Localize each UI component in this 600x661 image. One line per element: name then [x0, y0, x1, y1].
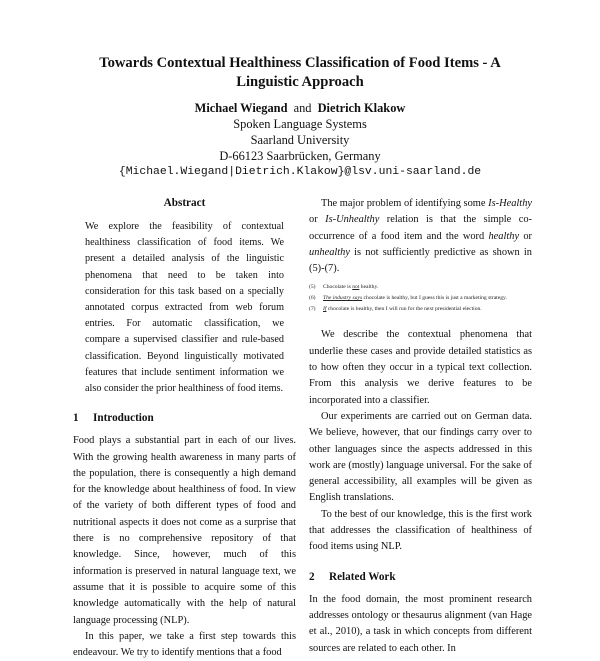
text-fragment: or [309, 214, 326, 226]
abstract-heading: Abstract [163, 197, 206, 209]
section-number: 1 [73, 412, 79, 425]
text-fragment: relation is that the simple co-occurrence of a food item and the word [309, 214, 532, 242]
example-fragment: chocolate is healthy, but I guess this is just a marketing strategy. [362, 295, 507, 302]
example-cue: The industry says [323, 295, 363, 302]
author-address: D-66123 Saarbrücken, Germany [219, 149, 381, 163]
example-number: (5) [309, 284, 316, 291]
example-fragment: Chocolate is [323, 284, 353, 291]
related-work-paragraph: In the food domain, the most prominent research addresses ontology or thesaurus alignment (van Hage et al., 2010), a task in which concepts from different sources are related to each other. In [309, 593, 532, 654]
paper-title [80, 54, 520, 92]
left-column [73, 196, 296, 661]
example-item [309, 305, 532, 313]
section-number: 2 [309, 570, 315, 583]
example-text [323, 283, 532, 291]
example-item [309, 283, 532, 291]
problem-paragraph [309, 196, 532, 277]
title-line-1: Towards Contextual Healthiness Classification of Food Items - A [99, 55, 501, 71]
author-email: {Michael.Wiegand|Dietrich.Klakow}@lsv.uni-saarland.de [118, 166, 482, 178]
word-unhealthy: unhealthy [309, 246, 350, 258]
relation-is-unhealthy: Is-Unhealthy [325, 214, 380, 226]
author-university: Saarland University [250, 133, 350, 147]
example-list [309, 283, 532, 313]
text-fragment: or [519, 230, 532, 242]
word-healthy: healthy [488, 230, 520, 242]
author-names [100, 100, 500, 116]
section-title: Related Work [329, 570, 396, 583]
section-heading-introduction [73, 411, 296, 425]
first-work-paragraph: To the best of our knowledge, this is the first work that addresses the classification of healthiness of food items using NLP. [309, 508, 532, 553]
example-cue: not [352, 284, 360, 291]
example-text [323, 294, 532, 302]
german-data-paragraph: Our experiments are carried out on German data. We believe, however, that our findings carry over to other languages since the aspects addressed in this work are (mostly) language universal. For the sake of general accessibility, all examples will be given as English translations. [309, 410, 532, 504]
section-title: Introduction [93, 412, 154, 425]
section-heading-related-work [309, 570, 532, 584]
author-and: and [293, 101, 312, 115]
example-cue: If [323, 306, 327, 313]
text-fragment: The major problem of identifying some [321, 198, 489, 209]
author-2: Dietrich Klakow [317, 101, 406, 115]
text-fragment: is not sufficiently predictive as shown in (5)-(7). [309, 246, 532, 275]
relation-is-healthy: Is-Healthy [488, 198, 532, 209]
right-column [309, 196, 532, 657]
title-line-2: Linguistic Approach [236, 74, 364, 90]
author-block [100, 100, 500, 180]
example-text [323, 305, 532, 313]
author-department: Spoken Language Systems [233, 117, 367, 131]
example-fragment: healthy. [359, 284, 379, 291]
example-item [309, 294, 532, 302]
intro-paragraph-2: In this paper, we take a first step towards this endeavour. We try to identify mentions that a food [73, 630, 296, 659]
example-fragment: chocolate is healthy, then I will run for the next presidential election. [326, 306, 482, 313]
intro-paragraph-1: Food plays a substantial part in each of our lives. With the growing health awareness in many parts of the population, there is consequently a high demand for the knowledge about healthiness of food. In view of the variety of both different types of food and nutritional aspects it does not come as a surprise that there is no comprehensive repository of that knowledge. Since, however, much of this information is preserved in natural language text, we assume that it is possible to acquire some of this knowledge automatically with the help of natural language processing (NLP). [73, 435, 296, 626]
author-1: Michael Wiegand [194, 101, 288, 115]
contextual-phenomena-paragraph: We describe the contextual phenomena that underlie these cases and provide detailed statistics as to how often they occur in a typical text collection. From this analysis we derive features to be incorporated into a classifier. [309, 329, 532, 406]
example-number: (6) [309, 295, 316, 302]
example-number: (7) [309, 306, 316, 313]
abstract-text: We explore the feasibility of contextual healthiness classification of food items. We present a detailed analysis of the linguistic phenomena that need to be taken into consideration for this task based on a specially annotated corpus extracted from web forum entries. For automatic classification, we compare a supervised classifier and rule-based classification. Beyond linguistically motivated features that include sentiment information we also consider the prior healthiness of food items. [85, 221, 284, 395]
